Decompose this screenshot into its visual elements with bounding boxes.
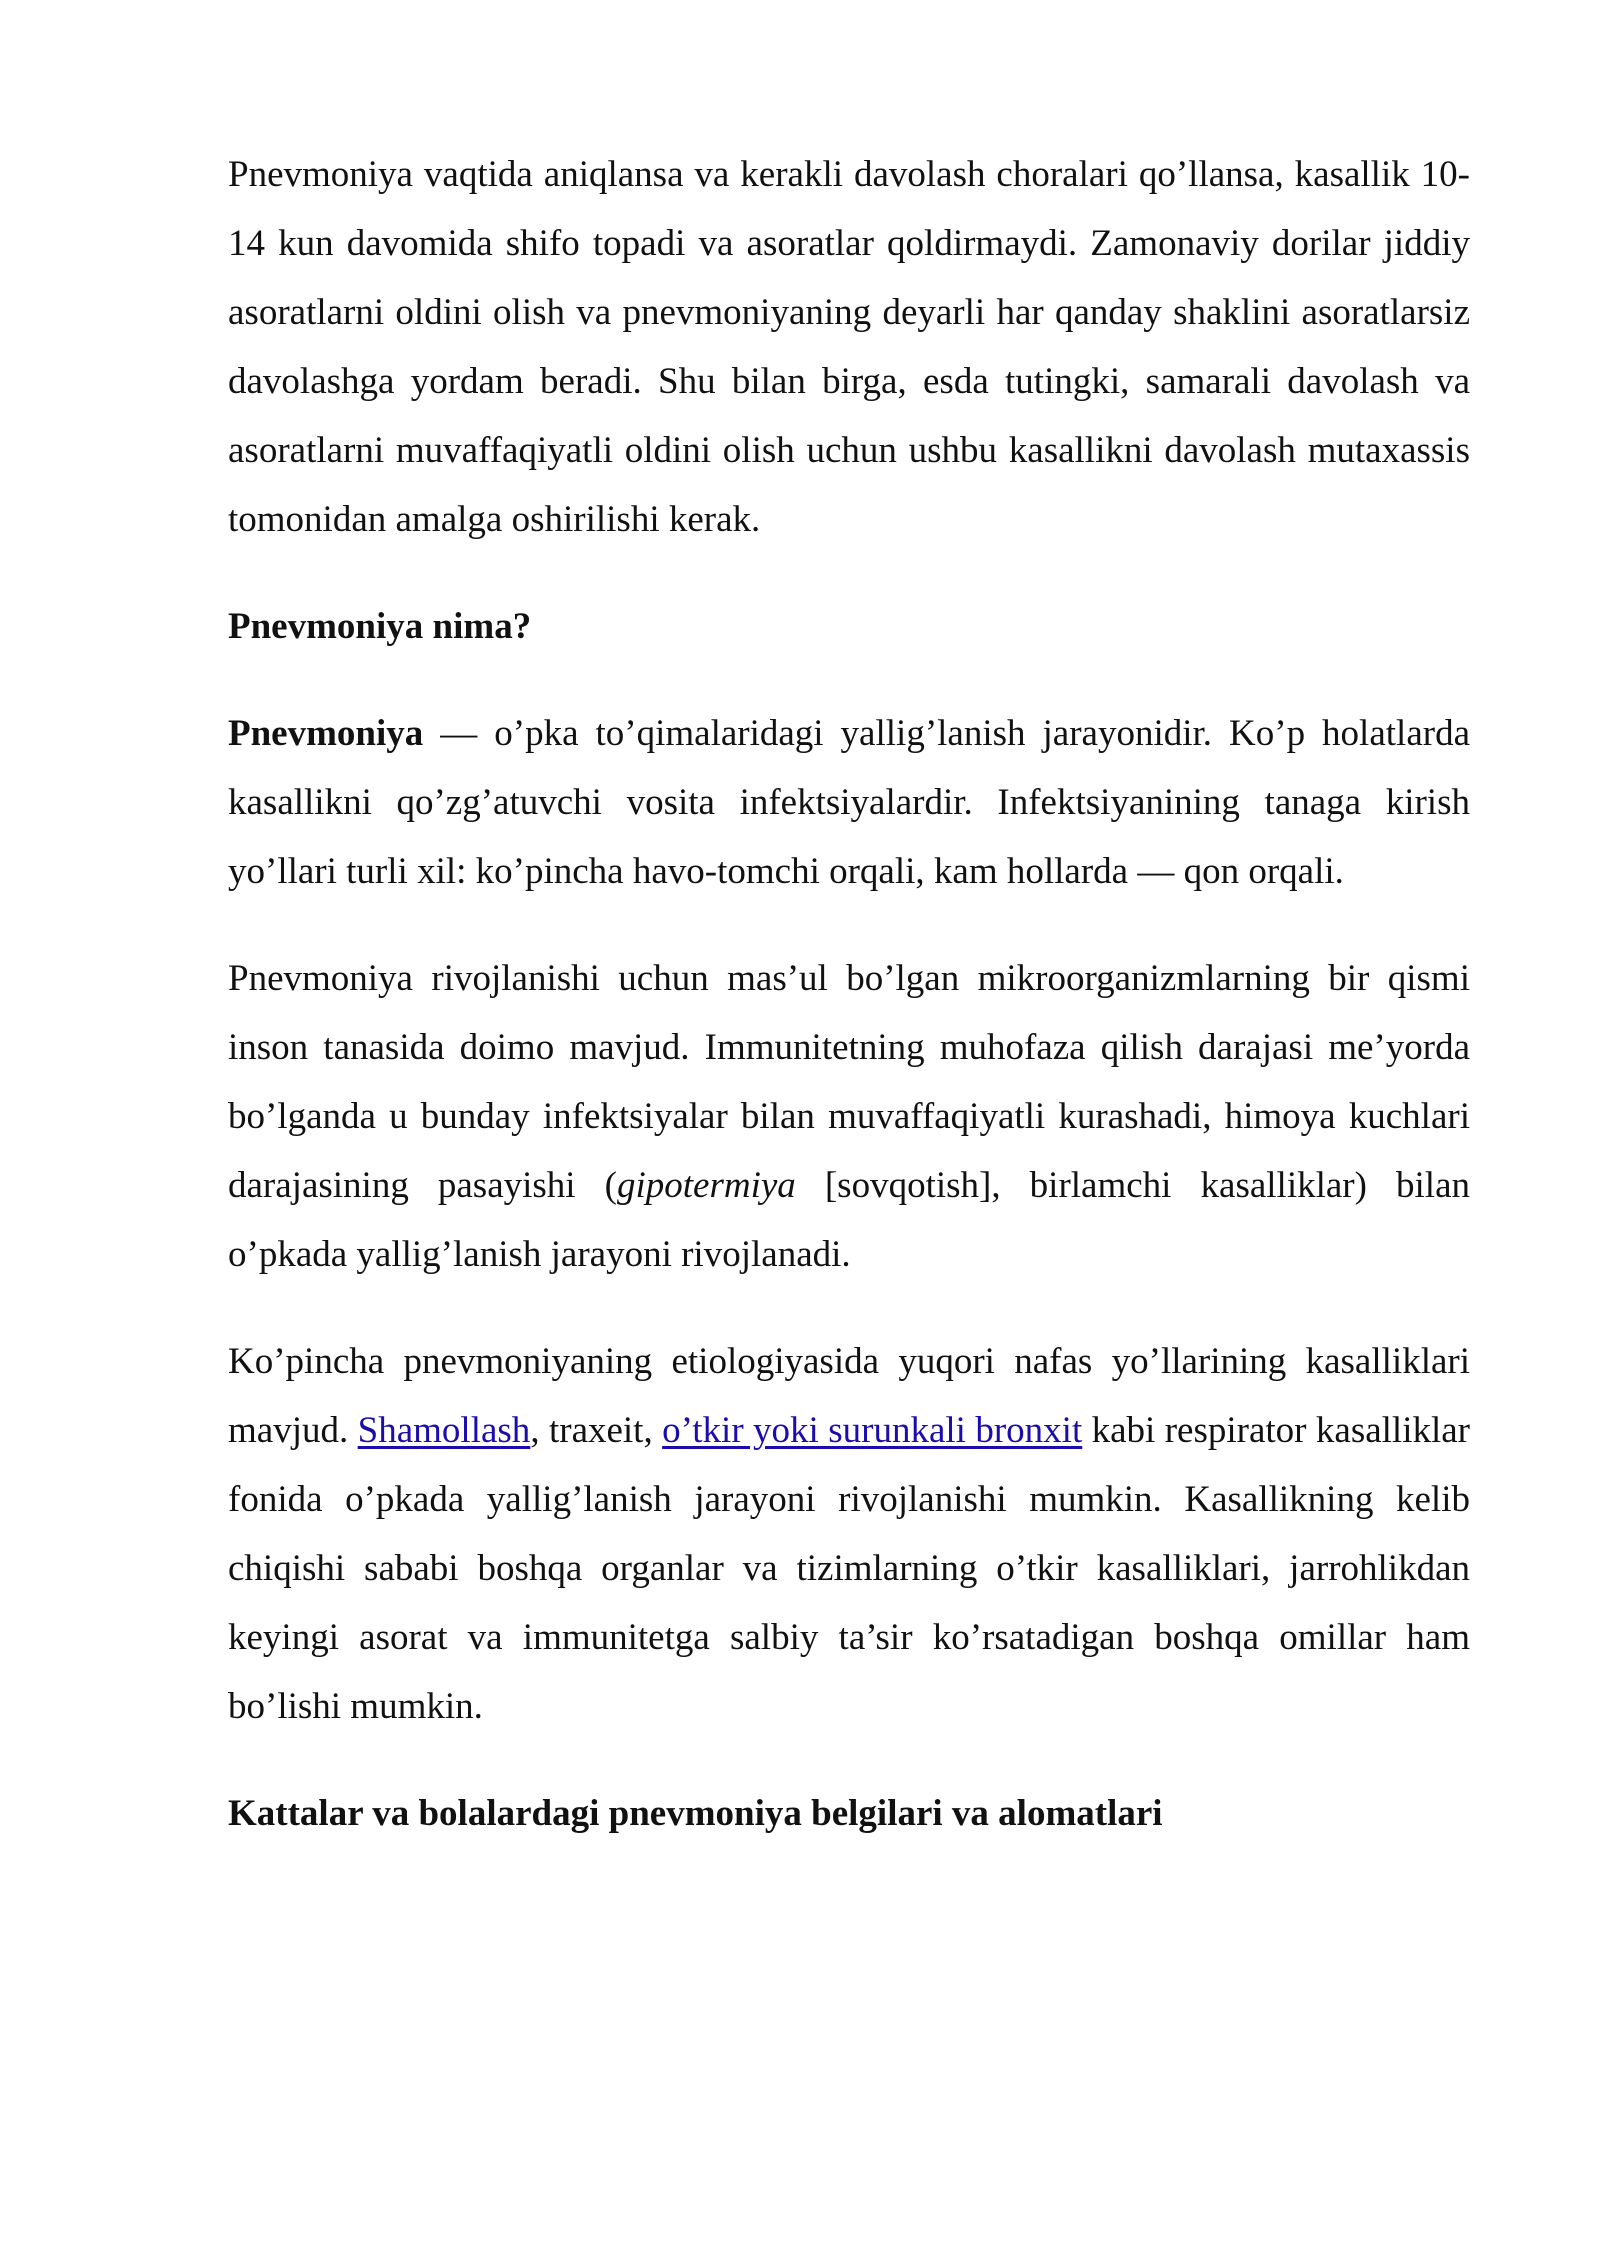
link-bronxit[interactable]: o’tkir yoki surunkali bronxit <box>662 1410 1083 1451</box>
paragraph-immunity <box>228 944 1470 1289</box>
definition-text: — o’pka to’qimalaridagi yallig’lanish jarayonidir. Ko’p holatlarda kasallikni qo’zg’atuvchi vosita infektsiyalardir. Infektsiyanining tanaga kirish yo’llari turli xil: ko’pincha havo-tomchi orqali, kam hollarda — qon orqali. <box>228 713 1470 892</box>
paragraph-definition <box>228 699 1470 906</box>
etiology-text-middle: , traxeit, <box>530 1410 663 1451</box>
term-gipotermiya: gipotermiya <box>616 1165 796 1206</box>
heading-symptoms: Kattalar va bolalardagi pnevmoniya belgilari va alomatlari <box>228 1793 1163 1834</box>
etiology-text-after: kabi respirator kasalliklar fonida o’pkada yallig’lanish jarayoni rivojlanishi mumkin. Kasallikning kelib chiqishi sababi boshqa organlar va tizimlarning o’tkir kasalliklari, jarrohlikdan keyingi asorat va immunitetga salbiy ta’sir ko’rsatadigan boshqa omillar ham bo’lishi mumkin. <box>228 1410 1471 1727</box>
document-page <box>228 140 1470 1886</box>
heading-what-is-pneumonia: Pnevmoniya nima? <box>228 606 532 647</box>
link-shamollash[interactable]: Shamollash <box>357 1410 531 1451</box>
immunity-text-after: [sovqotish], birlamchi kasalliklar) bilan o’pkada yallig’lanish jarayoni rivojlanadi. <box>228 1165 1470 1275</box>
paragraph-intro: Pnevmoniya vaqtida aniqlansa va kerakli davolash choralari qo’llansa, kasallik 10-14 kun davomida shifo topadi va asoratlar qoldirmaydi. Zamonaviy dorilar jiddiy asoratlarni oldini olish va pnevmoniyaning deyarli har qanday shaklini asoratlarsiz davolashga yordam beradi. Shu bilan birga, esda tutingki, samarali davolash va asoratlarni muvaffaqiyatli oldini olish uchun ushbu kasallikni davolash mutaxassis tomonidan amalga oshirilishi kerak. <box>228 154 1470 540</box>
immunity-text-before: Pnevmoniya rivojlanishi uchun mas’ul bo’lgan mikroorganizmlarning bir qismi inson tanasida doimo mavjud. Immunitetning muhofaza qilish darajasi me’yorda bo’lganda u bunday infektsiyalar bilan muvaffaqiyatli kurashadi, himoya kuchlari darajasining pasayishi ( <box>228 958 1470 1206</box>
paragraph-etiology <box>228 1327 1470 1741</box>
term-pnevmoniya: Pnevmoniya <box>228 713 424 754</box>
etiology-text-before: Ko’pincha pnevmoniyaning etiologiyasida yuqori nafas yo’llarining kasalliklari mavjud. <box>228 1341 1470 1451</box>
